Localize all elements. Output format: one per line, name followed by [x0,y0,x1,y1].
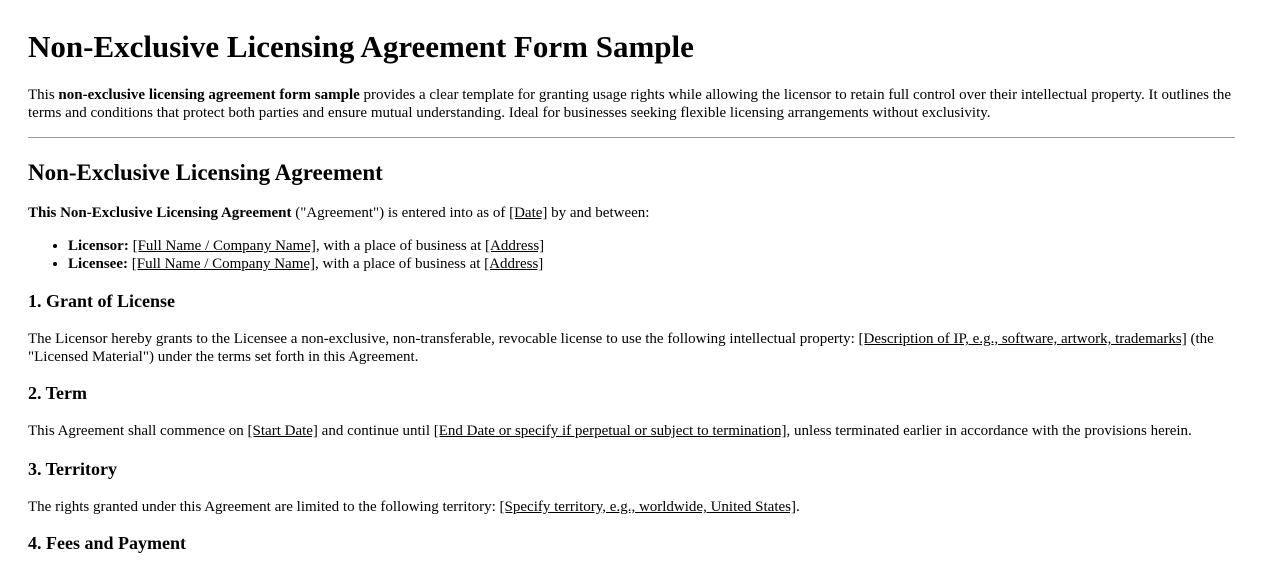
intro-post: provides a clear template for granting usage rights while allowing the licensor to retain full control over their intellectual property. It outlines the terms and conditions that protect both parties and ensure mutual understanding. Ideal for businesses seeking flexible licensing arrangements without exclusivity. [28,87,1232,121]
ip-description-placeholder: [Description of IP, e.g., software, artwork, trademarks] [858,331,1187,347]
document-page [0,29,1263,554]
grant-pre: The Licensor hereby grants to the Licensee a non-exclusive, non-transferable, revocable license to use the following intellectual property: [28,331,859,347]
section-heading-term: 2. Term [28,383,88,403]
date-placeholder: [Date] [509,205,548,221]
intro-bold: non-exclusive licensing agreement form sample [58,87,360,103]
list-item-licensor [68,237,1235,255]
list-item-licensee [68,255,1235,273]
territory-paragraph [28,498,1235,516]
opening-paragraph [28,204,1235,222]
grant-paragraph [28,330,1235,366]
opening-post: by and between: [547,205,650,221]
licensor-mid: , with a place of business at [315,238,485,254]
licensee-name-placeholder: [Full Name / Company Name] [131,256,316,272]
grant-post: (the "Licensed Material") under the terms set forth in this Agreement. [28,331,1214,365]
term-paragraph [28,422,1235,440]
page-title: Non-Exclusive Licensing Agreement Form Sample [28,29,694,64]
section-heading-fees: 4. Fees and Payment [28,533,186,553]
start-date-placeholder: [Start Date] [247,423,318,439]
term-post: , unless terminated earlier in accordance with the provisions herein. [786,423,1192,439]
opening-bold: This Non-Exclusive Licensing Agreement [28,205,292,221]
section-heading-grant: 1. Grant of License [28,291,175,311]
licensor-role: Licensor: [68,238,129,254]
term-pre: This Agreement shall commence on [28,423,248,439]
opening-mid: ("Agreement") is entered into as of [291,205,510,221]
licensor-name-placeholder: [Full Name / Company Name] [132,238,316,254]
section-heading-territory: 3. Territory [28,459,117,479]
end-date-placeholder: [End Date or specify if perpetual or subject to termination] [433,423,787,439]
licensor-address-placeholder: [Address] [485,238,545,254]
intro-pre: This [28,87,59,103]
licensee-address-placeholder: [Address] [484,256,544,272]
term-mid: and continue until [317,423,434,439]
parties-list [28,237,1235,273]
licensee-role: Licensee: [68,256,128,272]
intro-paragraph [28,86,1235,122]
territory-placeholder: [Specify territory, e.g., worldwide, United States] [499,499,796,515]
agreement-heading: Non-Exclusive Licensing Agreement [28,160,383,185]
section-divider [28,137,1235,138]
licensee-mid: , with a place of business at [315,256,485,272]
territory-pre: The rights granted under this Agreement are limited to the following territory: [28,499,500,515]
territory-post: . [796,499,800,515]
